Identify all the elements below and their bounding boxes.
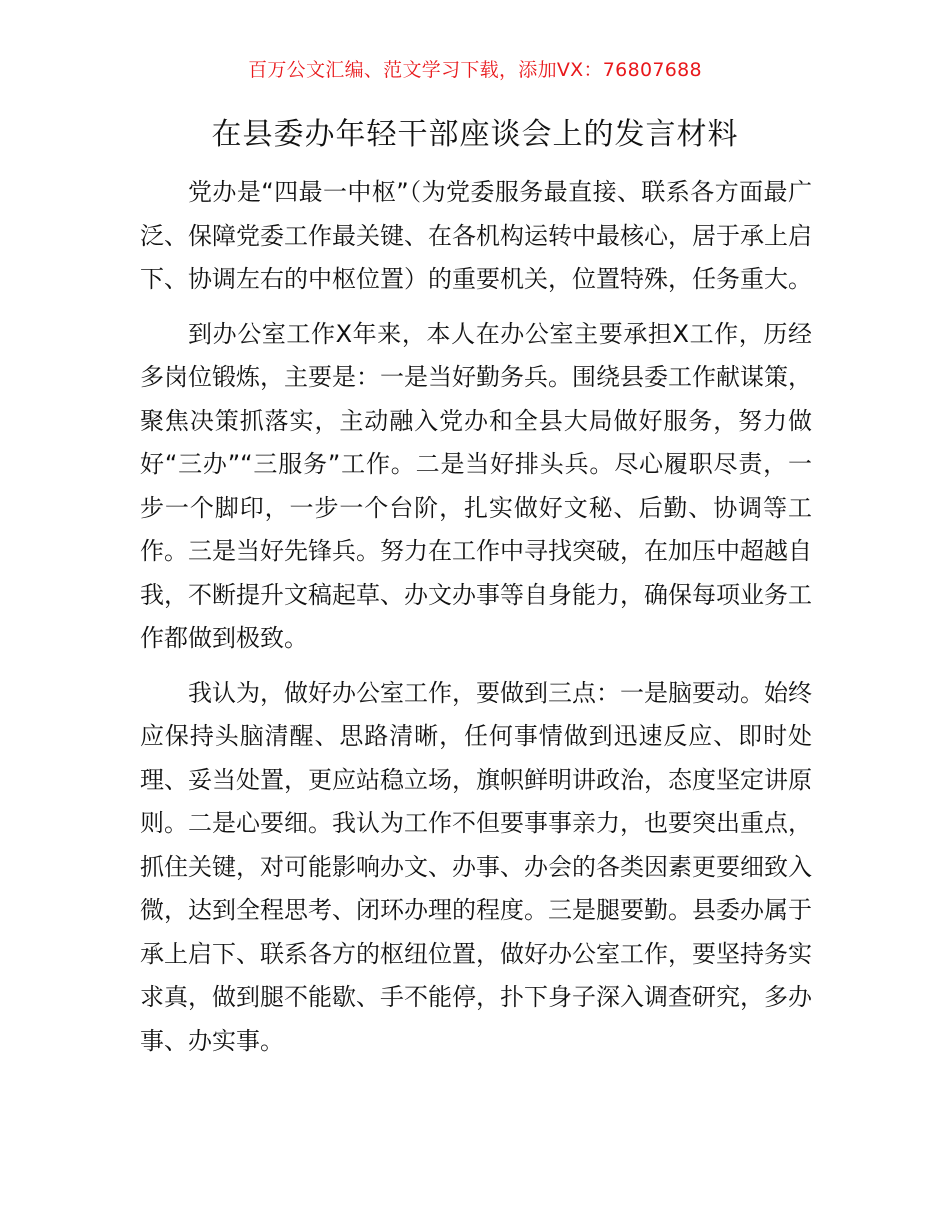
paragraph-2: 到办公室工作X年来，本人在办公室主要承担X工作，历经多岗位锻炼，主要是：一是当好勤务兵。围绕县委工作献谋策，聚焦决策抓落实，主动融入党办和全县大局做好服务，努力做好“三办”“三服务”工作。二是当好排头兵。尽心履职尽责，一步一个脚印，一步一个台阶，扎实做好文秘、后勤、协调等工作。三是当好先锋兵。努力在工作中寻找突破，在加压中超越自我，不断提升文稿起草、办文办事等自身能力，确保每项业务工作都做到极致。: [140, 319, 812, 652]
paragraph-1: 党办是“四最一中枢”（为党委服务最直接、联系各方面最广泛、保障党委工作最关键、在各机构运转中最核心，居于承上启下、协调左右的中枢位置）的重要机关，位置特殊，任务重大。: [140, 178, 812, 293]
paragraph-3: 我认为，做好办公室工作，要做到三点：一是脑要动。始终应保持头脑清醒、思路清晰，任何事情做到迅速反应、即时处理、妥当处置，更应站稳立场，旗帜鲜明讲政治，态度坚定讲原则。二是心要细。我认为工作不但要事事亲力，也要突出重点，抓住关键，对可能影响办文、办事、办会的各类因素更要细致入微，达到全程思考、闭环办理的程度。三是腿要勤。县委办属于承上启下、联系各方的枢纽位置，做好办公室工作，要坚持务实求真，做到腿不能歇、手不能停，扑下身子深入调查研究，多办事、办实事。: [140, 678, 812, 1055]
watermark-header: 百万公文汇编、范文学习下载，添加VX：76807688: [248, 59, 702, 81]
document-title: 在县委办年轻干部座谈会上的发言材料: [211, 117, 739, 152]
document-body: [140, 171, 812, 1074]
